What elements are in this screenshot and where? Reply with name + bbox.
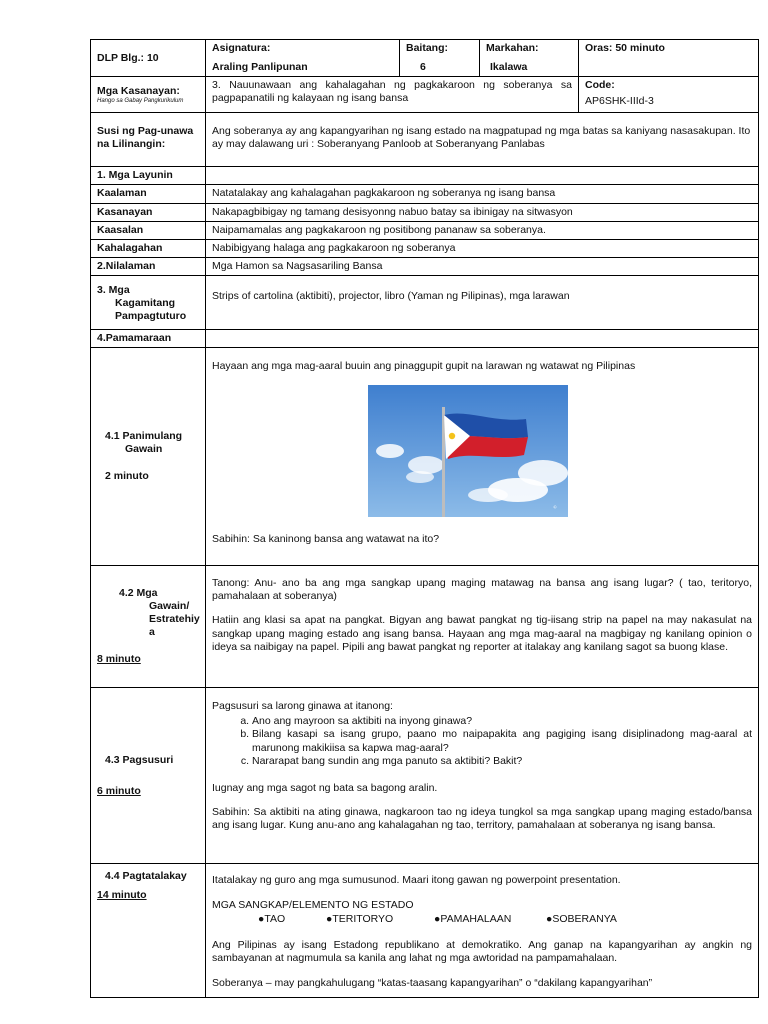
pagtatalakay-label: 4.4 Pagtatalakay <box>105 870 187 883</box>
kagamitan-label-2: Kagamitang <box>115 297 176 310</box>
svg-text:©: © <box>552 504 558 511</box>
pagsusuri-intro: Pagsusuri sa larong ginawa at itanong: <box>212 700 393 713</box>
pagsusuri-text-2: Iugnay ang mga sagot ng bata sa bagong aralin. <box>212 781 438 794</box>
panimula-label-2: Gawain <box>125 443 163 456</box>
kagamitan-text: Strips of cartolina (aktibiti), projector, libro (Yaman ng Pilipinas), mga larawan <box>206 276 759 330</box>
kasanayan-row-text: Nakapagbibigay ng tamang desisyonng nabuo batay sa ibinigay na sitwasyon <box>206 203 759 221</box>
panimula-label-cell <box>91 348 206 566</box>
pagsusuri-questions <box>212 715 752 768</box>
kasanayan-row-label: Kasanayan <box>91 203 206 221</box>
layunin-label: 1. Mga Layunin <box>91 167 206 185</box>
gawain-text-1: Tanong: Anu- ano ba ang mga sangkap upang maging matawag na bansa ang isang lugar? ( tao, teritoryo, pamahalaan at soberanya) <box>212 577 752 603</box>
pagsusuri-label-cell <box>91 688 206 864</box>
gawain-label-3: Estratehiy <box>149 613 200 626</box>
pagsusuri-content <box>206 688 759 864</box>
panimula-content <box>206 348 759 566</box>
kaasalan-label: Kaasalan <box>91 221 206 239</box>
dlp-table <box>90 39 759 998</box>
elemento-item: ●PAMAHALAAN <box>434 913 512 926</box>
elemento-list <box>258 913 752 926</box>
pagtatalakay-text-2: Ang Pilipinas ay isang Estadong republikano at demokratiko. Ang ganap na kapangyarihan ay angkin ng sambayanan at nagmumula sa kanila ang lahat ng mga awtoridad na pampamahalaan. <box>212 938 752 964</box>
elemento-item: ●TERITORYO <box>326 913 394 926</box>
code-value: AP6SHK-IIId-3 <box>585 95 654 108</box>
code-label: Code: <box>585 79 615 92</box>
kaalaman-text: Natatalakay ang kahalagahan pagkakaroon ng soberanya ng isang bansa <box>206 185 759 203</box>
susi-text: Ang soberanya ay ang kapangyarihan ng isang estado na magpatupad ng mga batas sa kaniyang nasasakupan. Ito ay may dalawang uri : Soberanyang Panloob at Soberanyang Panlabas <box>206 113 759 167</box>
dlp-number: DLP Blg.: 10 <box>91 40 206 77</box>
pagsusuri-question: a. Ano ang mayroon sa aktibiti na inyong ginawa? <box>252 715 752 728</box>
code-cell <box>579 77 759 113</box>
kasanayan-sublabel: Hango sa Gabay Pangkurikulum <box>97 98 184 105</box>
pagsusuri-text-3: Sabihin: Sa aktibiti na ating ginawa, nagkaroon tao ng ideya tungkol sa mga sangkap upang maging estado/bansa ang isang lugar. Kung anu-ano ang kahalagahan ng tao, territory, pamahalaan at soberanya ng isang bansa. <box>212 805 752 831</box>
gawain-label-1: 4.2 Mga <box>119 586 158 599</box>
gawain-time: 8 minuto <box>97 653 141 666</box>
panimula-text-1: Hayaan ang mga mag-aaral buuin ang pinaggupit gupit na larawan ng watawat ng Pilipinas <box>212 360 636 373</box>
panimula-text-2: Sabihin: Sa kaninong bansa ang watawat na ito? <box>212 533 440 546</box>
kasanayan-text: 3. Nauunawaan ang kahalagahan ng pagkakaroon ng soberanya sa pagpapanatili ng kalayaan ng isang bansa <box>206 77 579 113</box>
markahan-value: Ikalawa <box>490 61 528 74</box>
panimula-label-1: 4.1 Panimulang <box>105 429 183 442</box>
gawain-content <box>206 566 759 688</box>
kasanayan-label: Mga Kasanayan: <box>97 85 180 98</box>
elemento-item: ●TAO <box>258 913 286 926</box>
gawain-text-2: Hatiin ang klasi sa apat na pangkat. Bigyan ang bawat pangkat ng tig-iisang strip na papel na may nakasulat na sangkap upang maging estado ang isang bansa. Hayaan ang mga mag-aaral na magbigay ng kanilang opinion o ideya sa naibigay na papel. Pipili ang bawat pangkat ng reporter at italakay ang kanilang sagot sa buong klase. <box>212 614 752 653</box>
kahalagahan-text: Nabibigyang halaga ang pagkakaroon ng soberanya <box>206 239 759 257</box>
markahan-cell <box>480 40 579 77</box>
kagamitan-label-1: 3. Mga <box>97 284 130 296</box>
layunin-empty <box>206 167 759 185</box>
elemento-heading: MGA SANGKAP/ELEMENTO NG ESTADO <box>212 899 414 912</box>
pagtatalakay-label-cell <box>91 864 206 998</box>
asignatura-cell <box>206 40 400 77</box>
oras-label: Oras: 50 minuto <box>579 40 759 77</box>
pagtatalakay-time: 14 minuto <box>97 889 147 902</box>
kaasalan-text: Naipamamalas ang pagkakaroon ng positibong pananaw sa soberanya. <box>206 221 759 239</box>
susi-label: Susi ng Pag-unawa na Lilinangin: <box>91 113 206 167</box>
baitang-label: Baitang: <box>406 42 448 54</box>
pagtatalakay-text-3: Soberanya – may pangkahulugang “katas-taasang kapangyarihan” o “dakilang kapangyarihan” <box>212 976 653 989</box>
kagamitan-label-3: Pampagtuturo <box>115 310 187 323</box>
pamamaraan-label: 4.Pamamaraan <box>91 330 206 348</box>
asignatura-label: Asignatura: <box>212 42 271 54</box>
gawain-label-cell <box>91 566 206 688</box>
pamamaraan-empty <box>206 330 759 348</box>
kahalagahan-label: Kahalagahan <box>91 239 206 257</box>
pagtatalakay-text-1: Itatalakay ng guro ang mga sumusunod. Maari itong gawan ng powerpoint presentation. <box>212 874 621 887</box>
pagsusuri-label: 4.3 Pagsusuri <box>105 753 174 766</box>
pagtatalakay-content <box>206 864 759 998</box>
baitang-value: 6 <box>420 61 426 74</box>
baitang-cell <box>400 40 480 77</box>
nilalaman-label: 2.Nilalaman <box>91 257 206 275</box>
nilalaman-text: Mga Hamon sa Nagsasariling Bansa <box>206 257 759 275</box>
pagsusuri-question: c. Nararapat bang sundin ang mga panuto sa aktibiti? Bakit? <box>252 755 752 768</box>
kagamitan-label-cell <box>91 276 206 330</box>
kasanayan-label-cell <box>91 77 206 113</box>
gawain-label-4: a <box>149 626 155 639</box>
markahan-label: Markahan: <box>486 42 539 54</box>
pagsusuri-question: b. Bilang kasapi sa isang grupo, paano mo naipapakita ang pagiging isang disiplinadong mag-aaral at marunong makikiisa sa kapwa mag-aaral? <box>252 728 752 754</box>
pagsusuri-time: 6 minuto <box>97 784 141 797</box>
kaalaman-label: Kaalaman <box>91 185 206 203</box>
philippine-flag-photo <box>368 385 568 517</box>
elemento-item: ●SOBERANYA <box>546 913 617 926</box>
asignatura-value: Araling Panlipunan <box>212 61 308 74</box>
panimula-time: 2 minuto <box>105 470 149 483</box>
gawain-label-2: Gawain/ <box>149 599 190 612</box>
